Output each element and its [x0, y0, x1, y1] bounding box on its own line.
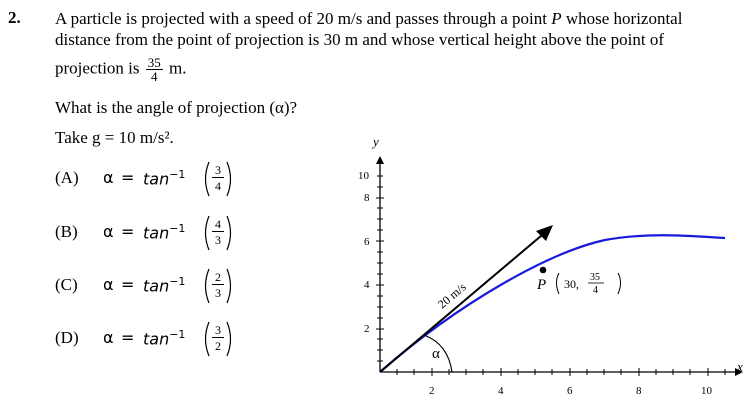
stem-line3	[55, 56, 187, 83]
question-number: 2.	[8, 8, 21, 27]
velocity-vector	[380, 230, 548, 372]
x-axis-label: x	[737, 359, 743, 374]
height-denominator: 4	[151, 69, 158, 84]
stem-line1: A particle is projected with a speed of 20 m/s and passes through a point	[55, 9, 547, 28]
point-p-dot	[540, 267, 547, 274]
stem-line3-post: m.	[169, 58, 187, 78]
option-numerator: 2	[215, 270, 221, 284]
trajectory-graph	[340, 132, 745, 407]
point-p-label: P	[537, 277, 547, 293]
angle-label: α	[432, 346, 440, 362]
fraction-paren	[201, 267, 235, 305]
question-prompt: What is the angle of projection (α)?	[55, 98, 298, 117]
x-tick-label: 4	[498, 385, 504, 397]
tan-function: $\tan^{-1}$	[143, 275, 186, 296]
tan-function: $\tan^{-1}$	[143, 168, 186, 189]
option-denominator: 3	[215, 286, 221, 300]
velocity-label: 20 m/s	[434, 279, 469, 312]
y-axis-arrow	[376, 156, 384, 164]
x-tick-label: 8	[636, 385, 642, 397]
stem-line2: distance from the point of projection is 30 m and whose vertical height above the point of	[55, 30, 665, 49]
x-tick-label: 2	[429, 385, 435, 397]
point-coord-num: 35	[590, 272, 600, 283]
x-tick-label: 10	[701, 385, 712, 397]
height-numerator: 35	[147, 55, 161, 70]
height-fraction	[146, 56, 163, 83]
option-label: (C)	[55, 275, 78, 294]
fraction-paren	[201, 160, 235, 198]
gravity-note: Take g = 10 m/s².	[55, 128, 174, 147]
tan-function: $\tan^{-1}$	[143, 222, 186, 243]
point-coord-den: 4	[593, 285, 598, 296]
y-axis-label: y	[373, 134, 379, 149]
y-tick-label: 8	[364, 192, 370, 204]
y-tick-label: 10	[358, 170, 369, 182]
y-tick-label: 2	[364, 323, 370, 335]
equals-sign: =	[121, 328, 135, 347]
question-stem	[55, 8, 745, 50]
tan-function: $\tan^{-1}$	[143, 328, 186, 349]
stem-line1b: whose horizontal	[565, 9, 683, 28]
equals-sign: =	[121, 168, 135, 187]
equals-sign: =	[121, 222, 135, 241]
fraction-paren	[201, 214, 235, 252]
point-coord-x: 30,	[564, 277, 579, 291]
option-label: (A)	[55, 168, 79, 187]
option-label: (D)	[55, 328, 79, 347]
equals-sign: =	[121, 275, 135, 294]
fraction-paren	[201, 320, 235, 358]
option-denominator: 4	[215, 179, 221, 193]
option-numerator: 4	[215, 217, 221, 231]
alpha-symbol: α	[103, 222, 114, 241]
point-name: P	[551, 9, 562, 28]
option-label: (B)	[55, 222, 78, 241]
y-tick-label: 6	[364, 236, 370, 248]
alpha-symbol: α	[103, 275, 114, 294]
alpha-symbol: α	[103, 168, 114, 187]
alpha-symbol: α	[103, 328, 114, 347]
option-numerator: 3	[215, 323, 221, 337]
y-tick-label: 4	[364, 279, 370, 291]
x-tick-label: 6	[567, 385, 573, 397]
option-numerator: 3	[215, 163, 221, 177]
option-denominator: 2	[215, 339, 221, 353]
option-denominator: 3	[215, 233, 221, 247]
stem-line3-pre: projection is	[55, 58, 140, 78]
